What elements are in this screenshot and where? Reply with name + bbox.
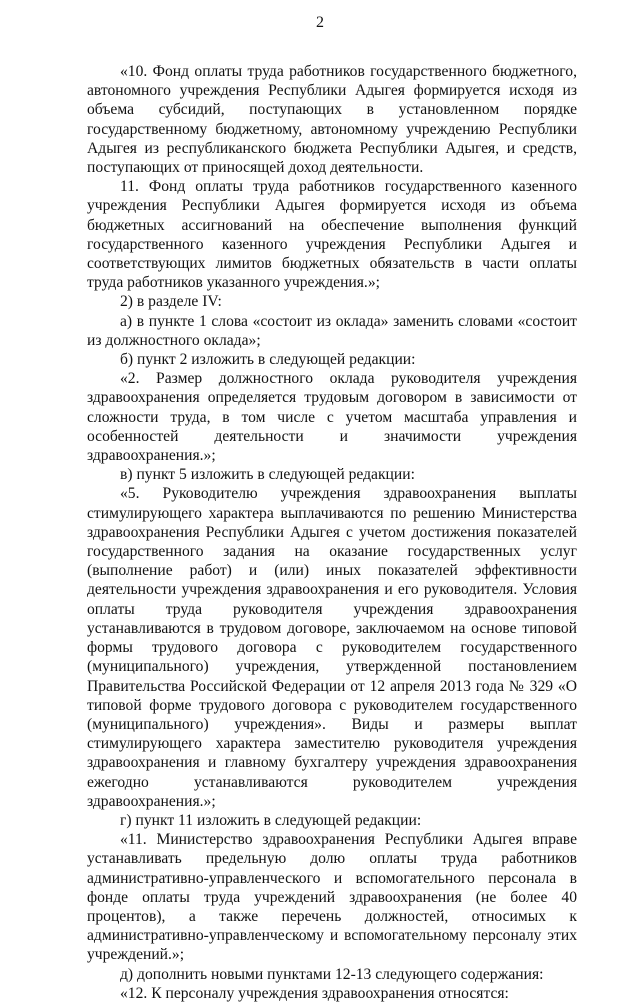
document-body — [87, 62, 577, 1003]
paragraph-amendment-g: г) пункт 11 изложить в следующей редакции: — [120, 811, 422, 829]
paragraph-item-2-text: «2. Размер должностного оклада руководителя учреждения здравоохранения определяется трудовым договором в зависимости от сложности труда, в том числе с учетом масштаба управления и особенностей деятельности и значимости учреждения здравоохранения.»; — [87, 370, 577, 465]
paragraph-item-5-text: «5. Руководителю учреждения здравоохранения выплаты стимулирующего характера выплачиваются по решению Министерства здравоохранения Республики Адыгея с учетом достижения показателей государственного задания на оказание государственных услуг (выполнение работ) и (или) иных показателей эффективности деятельности учреждения здравоохранения и его руководителя. Условия оплаты труда руководителя учреждения здравоохранения устанавливаются в трудовом договоре, заключаемом на основе типовой формы трудового договора с руководителем государственного (муниципального) учреждения, утвержденной постановлением Правительства Российской Федерации от 12 апреля 2013 года № 329 «О типовой форме трудового договора с руководителем государственного (муниципального) учреждения». Виды и размеры выплат стимулирующего характера заместителю руководителя учреждения здравоохранения и главному бухгалтеру учреждения здравоохранения ежегодно устанавливаются руководителем учреждения здравоохранения.»; — [87, 485, 577, 810]
paragraph-item-10: «10. Фонд оплаты труда работников государственного бюджетного, автономного учреждения Республики Адыгея формируется исходя из объема субсидий, поступающих в установленном порядке государственному бюджетному, автономному учреждению Республики Адыгея из республиканского бюджета Республики Адыгея, и средств, поступающих от приносящей доход деятельности. — [87, 63, 577, 177]
paragraph-section-iv: 2) в разделе IV: — [120, 293, 222, 311]
paragraph-amendment-b: б) пункт 2 изложить в следующей редакции: — [120, 351, 416, 369]
page-number: 2 — [316, 14, 324, 31]
paragraph-amendment-v: в) пункт 5 изложить в следующей редакции: — [120, 466, 415, 484]
paragraph-amendment-a: а) в пункте 1 слова «состоит из оклада» заменить словами «состоит из должностного оклада»; — [87, 312, 577, 349]
paragraph-item-11-new-text: «11. Министерство здравоохранения Республики Адыгея вправе устанавливать предельную долю оплаты труда работников административно-управленческого и вспомогательного персонала в фонде оплаты труда учреждений здравоохранения (не более 40 процентов), а также перечень должностей, относимых к административно-управленческому и вспомогательному персоналу этих учреждений.»; — [87, 831, 577, 964]
paragraph-item-11: 11. Фонд оплаты труда работников государственного казенного учреждения Республики Адыгея формируется исходя из объема бюджетных ассигнований на обеспечение выполнения функций государственного казенного учреждения Республики Адыгея и соответствующих лимитов бюджетных обязательств в части оплаты труда работников указанного учреждения.»; — [87, 178, 577, 292]
paragraph-amendment-d: д) дополнить новыми пунктами 12-13 следующего содержания: — [120, 965, 544, 983]
paragraph-item-12-text: «12. К персоналу учреждения здравоохранения относятся: — [120, 984, 509, 1002]
